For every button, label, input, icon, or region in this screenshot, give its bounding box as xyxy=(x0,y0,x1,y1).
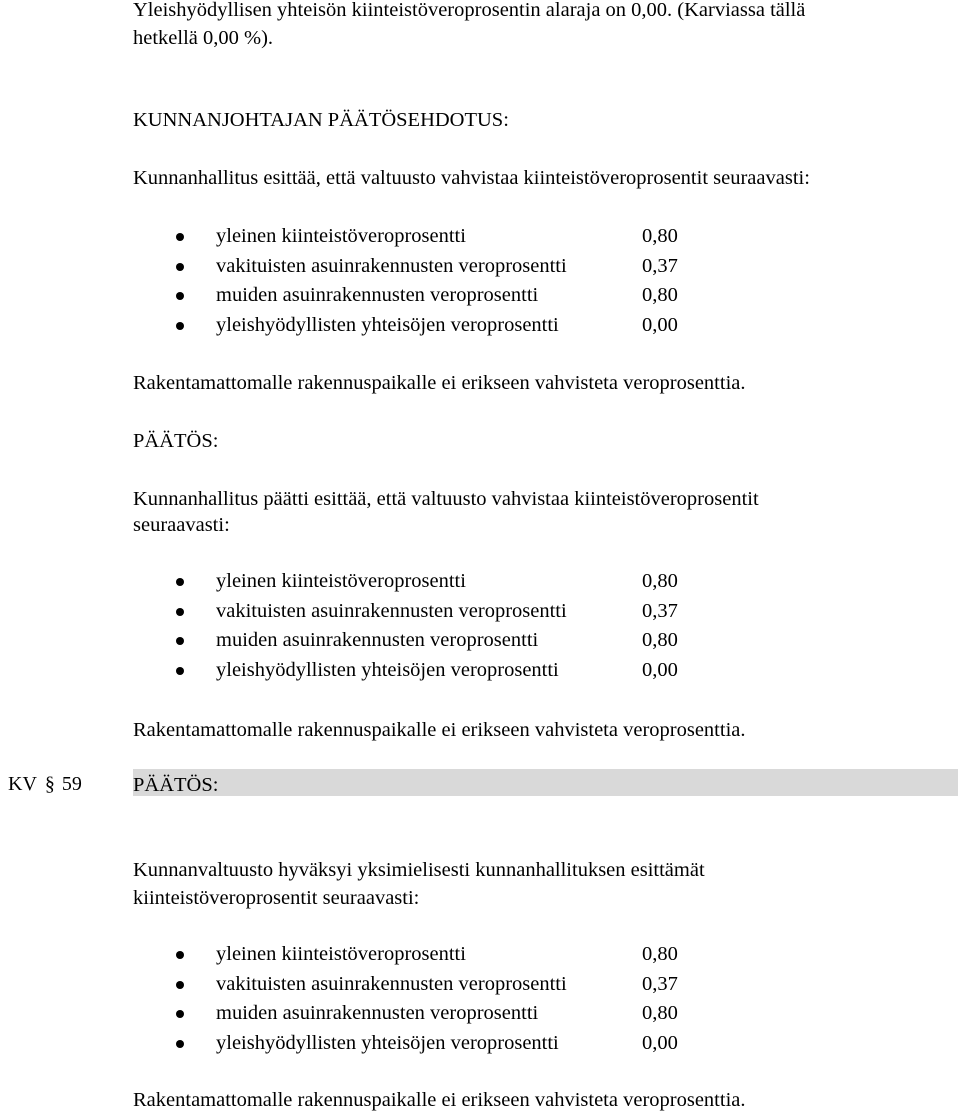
rate-name: yleinen kiinteistöveroprosentti xyxy=(216,943,466,965)
rate-value: 0,80 xyxy=(642,1002,678,1024)
rate-value: 0,80 xyxy=(642,284,678,306)
rate-value: 0,00 xyxy=(642,1031,678,1054)
decision2-heading: PÄÄTÖS: xyxy=(133,774,219,796)
bullet-icon xyxy=(176,951,184,959)
kv-label: KV xyxy=(8,773,37,795)
bullet-icon xyxy=(176,1010,184,1018)
rate-value: 0,80 xyxy=(642,570,678,592)
rate-value: 0,80 xyxy=(642,225,678,247)
rate-value: 0,80 xyxy=(642,629,678,651)
decision2-text-line-2: kiinteistöveroprosentit seuraavasti: xyxy=(133,887,420,909)
bullet-icon xyxy=(176,233,184,241)
bullet-icon xyxy=(176,637,184,645)
rate-name: yleinen kiinteistöveroprosentti xyxy=(216,225,466,247)
rate-name: muiden asuinrakennusten veroprosentti xyxy=(216,1002,539,1024)
bullet-icon xyxy=(176,608,184,616)
rate-name: vakituisten asuinrakennusten veroprosentti xyxy=(216,254,567,277)
kv-number: 59 xyxy=(61,773,82,795)
bullet-icon xyxy=(176,263,184,271)
rate-name: yleishyödyllisten yhteisöjen veroprosentti xyxy=(216,658,559,681)
rate-value: 0,80 xyxy=(642,943,678,965)
rate-name: vakituisten asuinrakennusten veroprosentti xyxy=(216,599,567,622)
rate-name: muiden asuinrakennusten veroprosentti xyxy=(216,629,539,651)
decision1-text-line-2: seuraavasti: xyxy=(133,514,230,536)
decision2-note: Rakentamattomalle rakennuspaikalle ei erikseen vahvisteta veroprosenttia. xyxy=(133,1089,746,1111)
proposal-note: Rakentamattomalle rakennuspaikalle ei erikseen vahvisteta veroprosenttia. xyxy=(133,372,746,394)
rate-name: yleinen kiinteistöveroprosentti xyxy=(216,570,466,592)
bullet-icon xyxy=(176,981,184,989)
bullet-icon xyxy=(176,322,184,330)
bullet-icon xyxy=(176,578,184,586)
rate-value: 0,37 xyxy=(642,599,678,622)
section-header-band xyxy=(133,769,958,796)
rate-name: yleishyödyllisten yhteisöjen veroprosentti xyxy=(216,313,559,336)
rate-value: 0,00 xyxy=(642,313,678,336)
intro-line-2: hetkellä 0,00 %). xyxy=(133,27,274,49)
rate-name: muiden asuinrakennusten veroprosentti xyxy=(216,284,539,306)
decision1-note: Rakentamattomalle rakennuspaikalle ei erikseen vahvisteta veroprosenttia. xyxy=(133,719,746,741)
decision2-text-line-1: Kunnanvaltuusto hyväksyi yksimielisesti kunnanhallituksen esittämät xyxy=(133,859,705,881)
proposal-text: Kunnanhallitus esittää, että valtuusto vahvistaa kiinteistöveroprosentit seuraavasti: xyxy=(133,167,810,189)
bullet-icon xyxy=(176,292,184,300)
section-sign: § xyxy=(44,773,55,795)
kv-section-label xyxy=(8,769,82,800)
intro-line-1: Yleishyödyllisen yhteisön kiinteistöveroprosentin alaraja on 0,00. (Karviassa tällä xyxy=(133,0,806,21)
bullet-icon xyxy=(176,667,184,675)
rate-value: 0,37 xyxy=(642,972,678,995)
rate-name: yleishyödyllisten yhteisöjen veroprosentti xyxy=(216,1031,559,1054)
rate-value: 0,37 xyxy=(642,254,678,277)
rate-name: vakituisten asuinrakennusten veroprosentti xyxy=(216,972,567,995)
proposal-heading: KUNNANJOHTAJAN PÄÄTÖSEHDOTUS: xyxy=(133,109,509,131)
decision1-heading: PÄÄTÖS: xyxy=(133,430,219,452)
decision1-text-line-1: Kunnanhallitus päätti esittää, että valtuusto vahvistaa kiinteistöveroprosentit xyxy=(133,488,759,510)
rate-value: 0,00 xyxy=(642,658,678,681)
bullet-icon xyxy=(176,1040,184,1048)
